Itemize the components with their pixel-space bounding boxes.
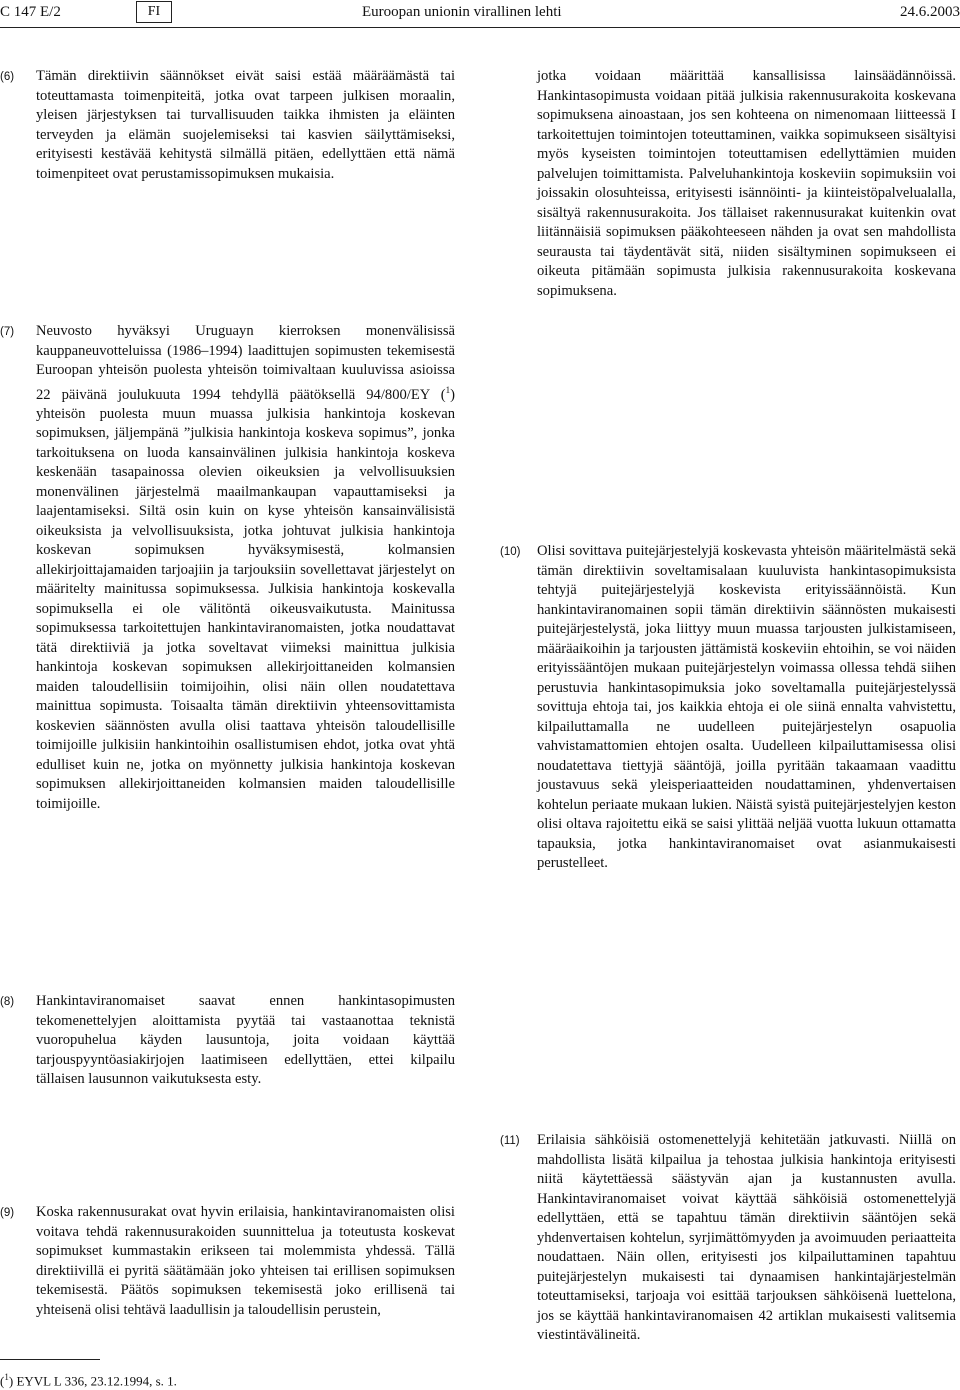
recital-8: Hankintaviranomaiset saavat ennen hankintasopimusten tekomenettelyjen aloittamista pyytää tai vastaanottaa teknistä vuoropuhelua käyden lausuntoja, joita voidaan käyttää tarjouspyyntöasiakirjojen laatimiseen edellyttäen, ettei kilpailu tällaisen lausunnon vaikutuksesta esty. [36,993,455,1087]
recital-6: Tämän direktiivin säännökset eivät saisi estää määräämästä tai toteuttamasta toimenpiteitä, jotka ovat tarpeen julkisen moraalin, yleisen järjestyksen tai turvallisuuden taikka ihmisten ja eläinten terveyden ja elämän suojelemiseksi tai kasvien säilyttämiseksi, erityisesti kestävää kehitystä silmällä pitäen, edellyttäen että nämä toimenpiteet ovat perustamissopimuksen mukaisia. [36,68,455,182]
recital-number-8: (8) [0,996,15,1008]
recital-number-6: (6) [0,71,15,83]
recital-9: Koska rakennusurakat ovat hyvin erilaisia, hankintaviranomaisten olisi voitava tehdä rakennusurakoiden suunnittelua ja toteutusta koskevat sopimukset kummastakin erikseen tai molemmista yhdessä. Tällä direktiivillä ei pyritä säätämään joko yhteisen tai erillisen sopimuksen tekemisestä. Päätös sopimuksen tekemisestä joko erillisenä tai yhteisenä olisi tehtävä laadullisin ja taloudellisin perustein, [36,1204,455,1318]
recital-7 [36,322,455,814]
header-rule [0,27,960,28]
recital-11: Erilaisia sähköisiä ostomenettelyjä kehitetään jatkuvasti. Niillä on mahdollista lisätä kilpailua ja tehostaa julkisia hankintoja erityisesti niitä käytettäessä säästyvän ajan ja kustannusten avulla. Hankintaviranomaiset voivat käyttää sähköisiä ostomenettelyjä edellyttäen, että se tapahtuu tämän direktiivin sääntöjen sekä yhdenvertaisen kohtelun, syrjimättömyyden ja avoimuuden periaatteita noudattaen. Näin ollen, erityisesti jos kilpailuttaminen tapahtuu puitejärjestelyn mukaisesti tai dynaamisen hankintajärjestelmän toteuttamiseksi, tarjoaja voi esittää tarjouksen sähköisenä luettelona, jos se käyttää hankintaviranomaisen 42 artiklan mukaisesti valitsemia viestintävälineitä. [537,1132,956,1343]
footnote-number: 1 [4,1372,9,1382]
recital-7-text-a: Neuvosto hyväksyi Uruguayn kierroksen monenvälisissä kauppaneuvotteluissa (1986–1994) laadittujen sopimusten tekemisestä Euroopan yhteisön puolesta yhteisön toimivaltaan kuuluvissa asioissa 22 päivänä joulukuuta 1994 tehdyllä päätöksellä 94/800/EY ( [36,323,455,403]
recital-number-11: (11) [500,1135,520,1147]
recital-number-7: (7) [0,326,15,338]
footnote-rule [0,1359,100,1360]
recital-9-continued: jotka voidaan määrittää kansallisissa lainsäädännöissä. Hankintasopimusta voidaan pitää julkisia rakennusurakoita koskevana sopimuksena ainoastaan, jos sen kohteena on nimenomaan liitteessä I tarkoitettujen toimintojen toteuttaminen, vaikka sopimukseen sisältyisi myös kyseisten toimintojen toteuttamisen edellyttämien muiden palvelujen toimittamista. Palveluhankintoja koskeviin sopimuksiin voi joissakin olosuhteissa, erityisesti isännöinti- ja kiinteistöpalvelualalla, sisältyä rakennusurakoita. Jos tällaiset rakennusurakat kuitenkin ovat liitännäisiä sopimuksen pääkohteeseen nähden ja ovat sen mahdollista seurausta tai täydentävät sitä, niiden sisältyminen sopimukseen ei oikeuta pitämään sopimusta julkisia rakennusurakoita koskevana sopimuksena. [537,68,956,299]
page-reference: C 147 E/2 [0,4,61,20]
recital-number-9: (9) [0,1207,15,1219]
journal-title: Euroopan unionin virallinen lehti [362,4,562,20]
footnote-ref: 1 [445,384,451,395]
recital-number-10: (10) [500,546,521,558]
language-badge: FI [136,1,172,23]
footnote: ($^1$) EYVL L 336, 23.12.1994, s. 1. [0,1372,177,1389]
recital-10: Olisi sovittava puitejärjestelyjä koskevasta yhteisön määritelmästä sekä tämän direktiivin soveltamisalaan kuuluvista hankintasopimuksista tehtyjä puitejärjestelyjä koskevista erityissäännöistä. Kun hankintaviranomainen sopii tämän direktiivin säännösten mukaisesti puitejärjestelystä, joka liittyy muun muassa tarjousten julkistamiseen, määräaikoihin ja tarjousten jättämistä koskeviin ehtoihin, se voi näiden erityissääntöjen mukaan puitejärjestelyn voimassa ollessa tehdä siihen perustuvia hankintasopimuksia joko soveltamalla puitejärjestelyssä sovittuja ehtoja tai, jos kaikkia ehtoja ei ole siinä ennalta vahvistettu, kilpailuttamalla ne uudelleen puitejärjestelyn osapuolia vahvistamattomien ehtojen osalta. Uudelleen kilpailuttamisessa olisi noudatettava tiettyjä sääntöjä, joilla pyritään takaamaan vaadittu joustavuus sekä yleisperiaatteiden noudattaminen, yhdenvertaisen kohtelun periaate mukaan lukien. Näistä syistä puitejärjestelyjen keston olisi oltava rajoitettu eikä se saisi ylittää neljää vuotta lukuun ottamatta tapauksia, jotka hankintaviranomaiset ovat asianmukaisesti perustelleet. [537,543,956,871]
issue-date: 24.6.2003 [900,4,960,20]
page-header [0,0,960,30]
footnote-text: EYVL L 336, 23.12.1994, s. 1. [13,1373,177,1389]
recital-7-text-b: ) yhteisön puolesta muun muassa julkisia hankintoja koskevan sopimuksen, jäljempänä ”julkisia hankintoja koskeva sopimus”, jonka tarkoituksena on luoda kansainvälinen julkisia hankintoja koskeva keskenään tasapainossa olevien oikeuksien ja velvollisuuksien monenvälinen järjestelmä maailmankaupan vapauttamiseksi ja laajentamiseksi. Siltä osin kuin on kyse yhteisön kansainvälisistä oikeuksista ja velvollisuuksista, jotka johtuvat julkisia hankintoja koskevan sopimuksen hyväksymisestä, kolmansien allekirjoittajamaiden tarjoajiin ja tarjouksiin sovellettavat järjestelyt on määritelty mainitussa sopimuksessa. Julkisia hankintoja koskevalla sopimuksella ei ole välitöntä oikeusvaikutusta. Mainitussa sopimuksessa tarkoitettujen hankintaviranomaisten, jotka noudattavat tätä direktiiviä ja jotka soveltavat viimeksi mainittua julkisia hankintoja koskevan sopimuksen allekirjoittaneiden kolmansien maiden taloudellisiin toimijoihin, olisi näin ollen noudatettava mainittua sopimusta. Toisaalta tämän direktiivin yhteensovittamista koskevien säännösten avulla olisi taattava yhteisön taloudellisille toimijoille julkisiin hankintoihin osallistumisen ehdot, jotka ovat yhtä edulliset kuin ne, jotka on myönnetty julkisia hankintoja koskevan sopimuksen allekirjoittaneiden kolmansien maiden taloudellisille toimijoille. [36,386,455,812]
